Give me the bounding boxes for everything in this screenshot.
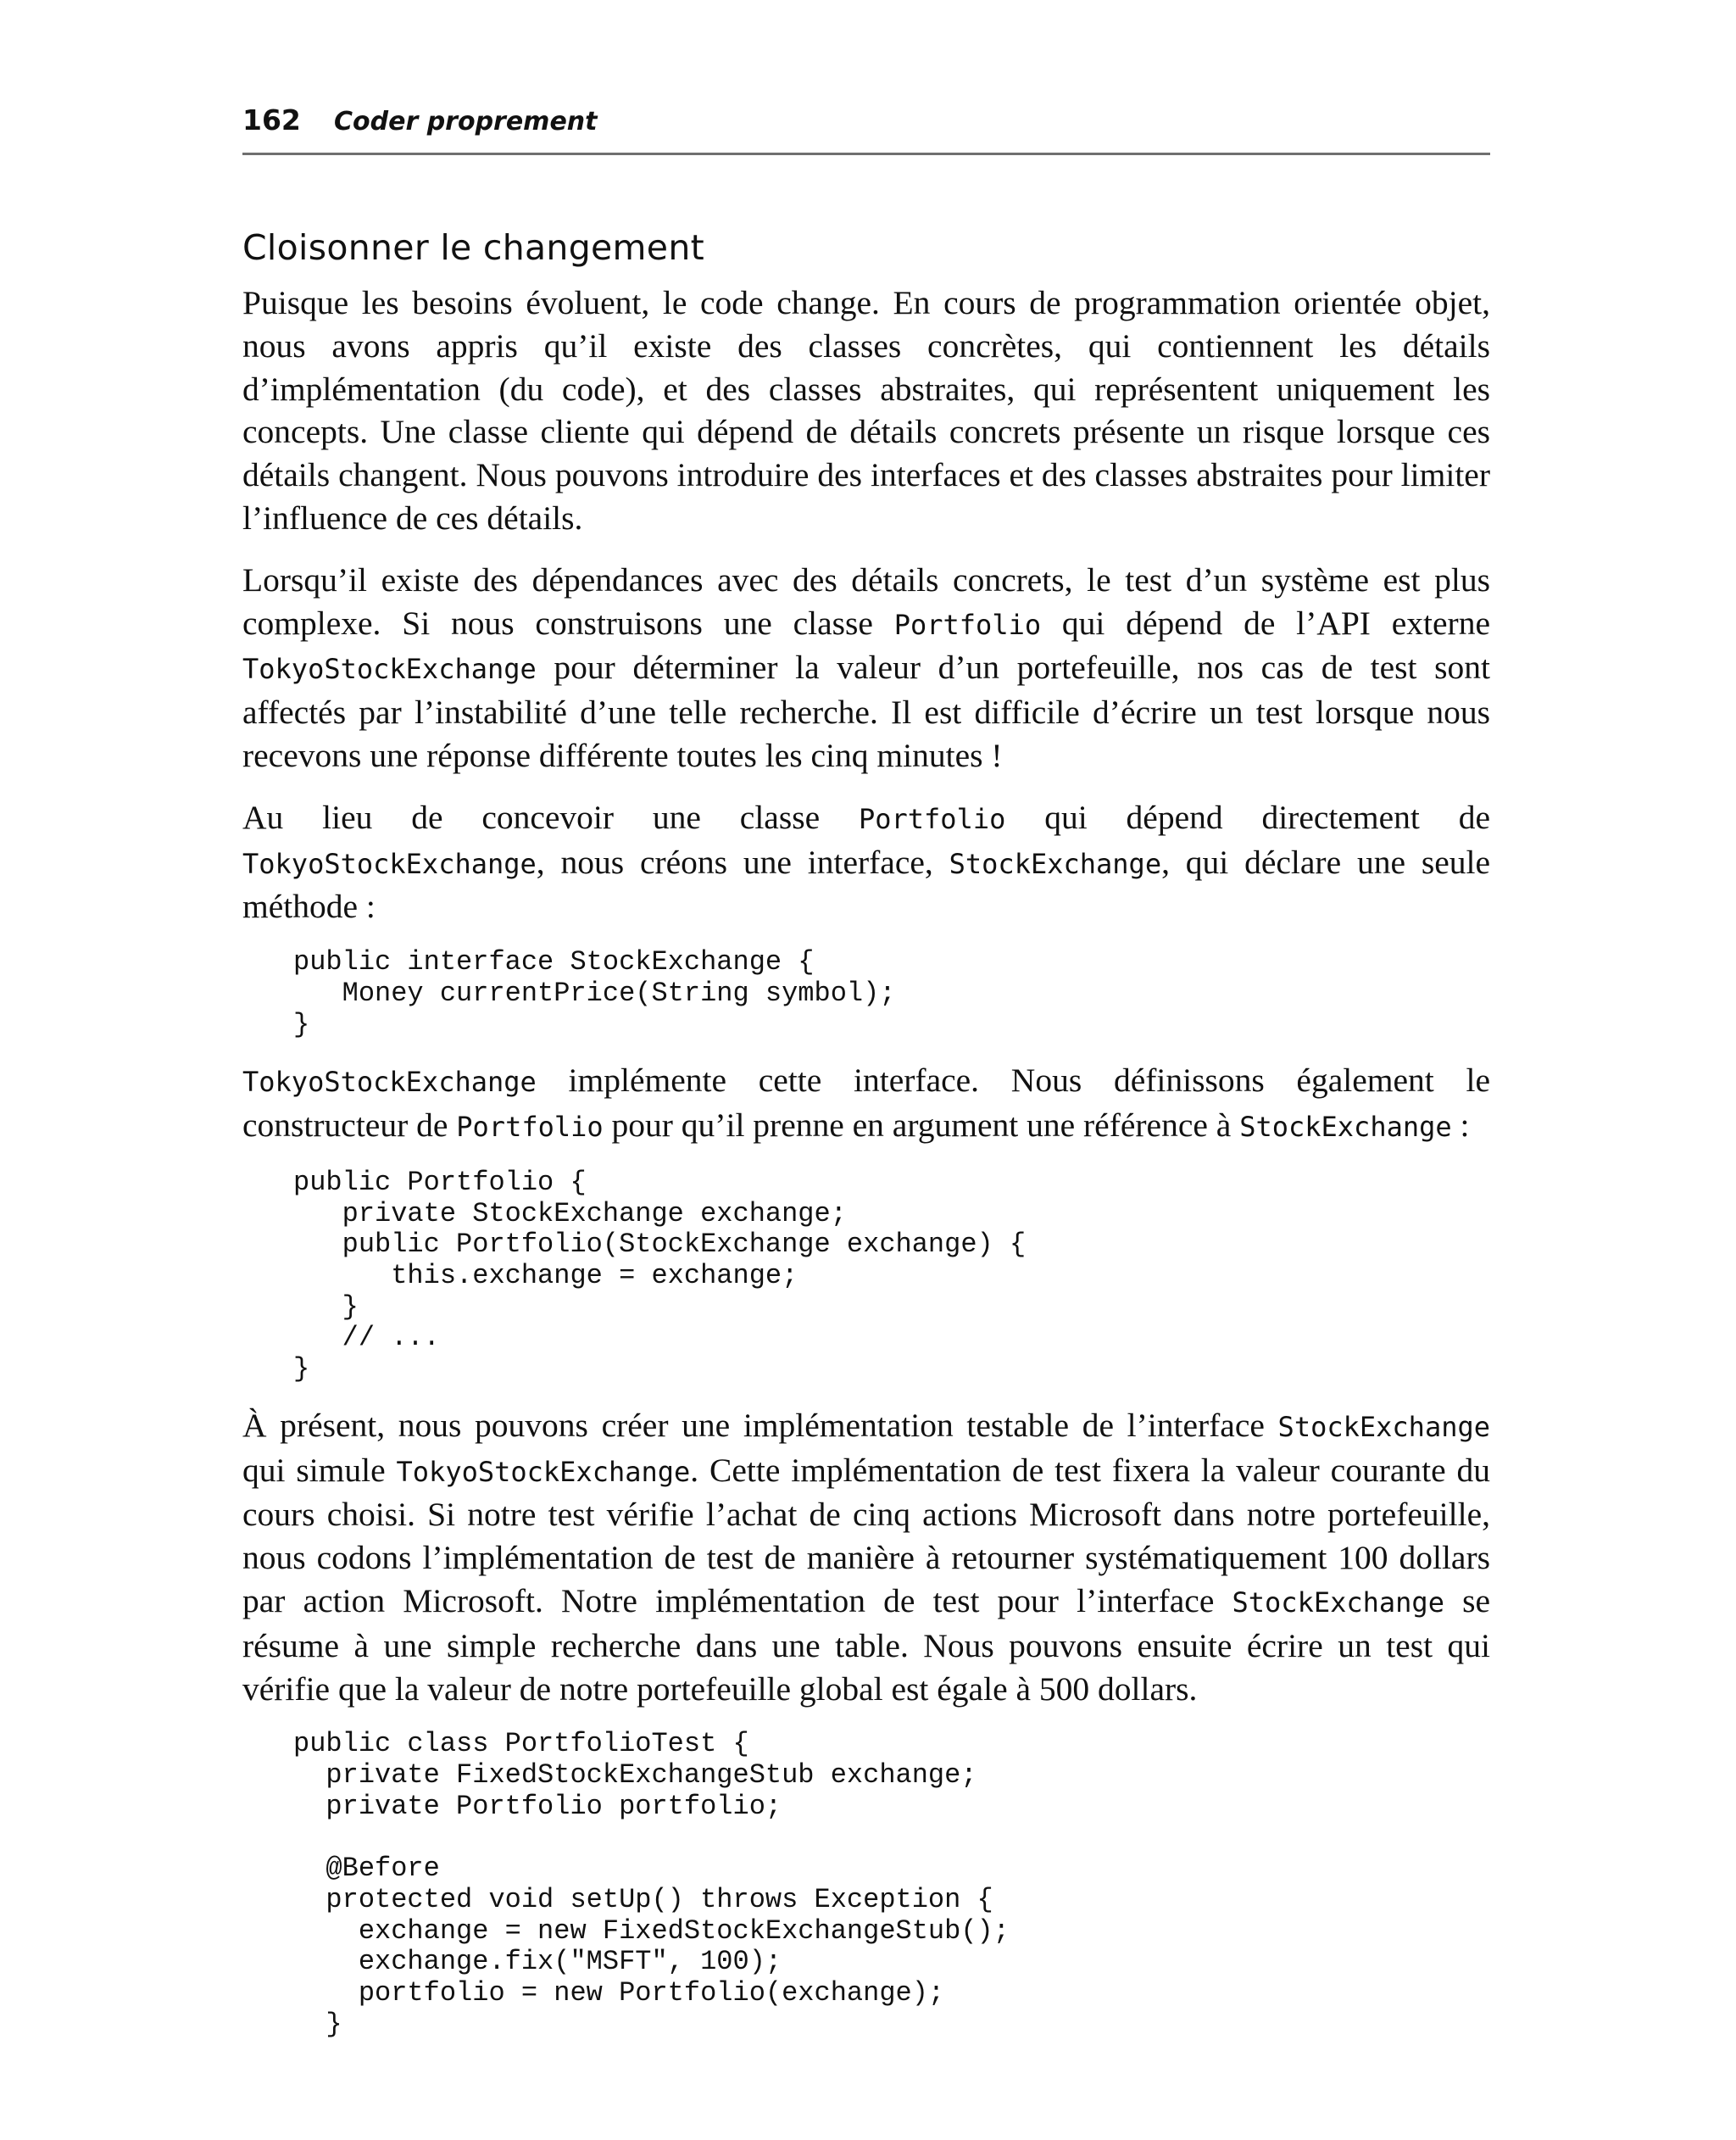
page-content	[242, 222, 1490, 2059]
section-title: Cloisonner le changement	[242, 227, 704, 268]
inline-code: TokyoStockExchange	[242, 847, 537, 880]
paragraph-constructor	[242, 1059, 1490, 1149]
text-run: À présent, nous pouvons créer une implémentation testable de l’interface	[242, 1406, 1278, 1444]
text-run: pour qu’il prenne en argument une référence à	[603, 1106, 1240, 1145]
paragraph-interface	[242, 796, 1490, 928]
inline-code: StockExchange	[1277, 1410, 1490, 1443]
code-block-portfolio: public Portfolio { private StockExchange exchange; public Portfolio(StockExchange exchange) { this.exchange = exchange; } // ... }	[293, 1166, 1027, 1385]
page-number: 162	[242, 103, 301, 137]
paragraph-intro	[242, 281, 1490, 540]
inline-code: StockExchange	[949, 847, 1162, 880]
running-title: Coder proprement	[334, 107, 598, 137]
text-run: implémente cette interface. Nous définissons également le constructeur de	[242, 1062, 1490, 1145]
paragraph-dependencies	[242, 559, 1490, 777]
text-run: qui dépend de l’API externe	[1041, 604, 1490, 642]
paragraph-stub	[242, 1404, 1490, 1711]
text-run: , qui déclare une seule méthode :	[242, 843, 1490, 926]
page-header	[242, 100, 1490, 155]
text-run: :	[1451, 1106, 1470, 1145]
text-run: Lorsqu’il existe des dépendances avec des détails concrets, le test d’un système est plus complexe. Si nous construisons une classe	[242, 560, 1490, 642]
text-run: Puisque les besoins évoluent, le code change. En cours de programmation orientée objet, nous avons appris qu’il existe des classes concrètes, qui contiennent les détails d’implémentation (du code), et des classes abstraites, qui représentent uniquement les concepts. Une classe cliente qui dépend de détails concrets présente un risque lorsque ces détails changent. Nous pouvons introduire des interfaces et des classes abstraites pour limiter l’influence de ces détails.	[242, 284, 1490, 537]
inline-code: Portfolio	[893, 608, 1042, 641]
inline-code: TokyoStockExchange	[396, 1455, 691, 1488]
inline-code: TokyoStockExchange	[242, 1066, 537, 1099]
code-block-interface: public interface StockExchange { Money currentPrice(String symbol); }	[293, 946, 896, 1040]
text-run: , nous créons une interface,	[536, 843, 949, 881]
inline-code: Portfolio	[858, 802, 1006, 835]
inline-code: TokyoStockExchange	[242, 653, 537, 686]
text-run: pour déterminer la valeur d’un portefeuille, nos cas de test sont affectés par l’instabilité d’une telle recherche. Il est difficile d’écrire un test lorsque nous recevons une réponse différente toutes les cinq minutes !	[242, 649, 1490, 774]
text-run: se résume à une simple recherche dans une table. Nous pouvons ensuite écrire un test qui vérifie que la valeur de notre portefeuille global est égale à 500 dollars.	[242, 1581, 1490, 1708]
text-run: qui dépend directement de	[1005, 798, 1491, 836]
inline-code: StockExchange	[1239, 1111, 1452, 1144]
inline-code: Portfolio	[456, 1111, 604, 1144]
text-run: . Cette implémentation de test fixera la valeur courante du cours choisi. Si notre test vérifie l’achat de cinq actions Microsoft dans notre portefeuille, nous codons l’implémentation de test de manière à retourner systématiquement 100 dollars par action Microsoft. Notre implémentation de test pour l’interface	[242, 1451, 1490, 1619]
code-block-test: public class PortfolioTest { private FixedStockExchangeStub exchange; private Portfolio portfolio; @Before protected void setUp() throws Exception { exchange = new FixedStockExchangeStub(); exchange.fix("MSFT", 100); portfolio = new Portfolio(exchange); }	[293, 1728, 1010, 2040]
text-run: qui simule	[242, 1451, 397, 1489]
inline-code: StockExchange	[1232, 1585, 1444, 1619]
text-run: Au lieu de concevoir une classe	[242, 798, 859, 836]
